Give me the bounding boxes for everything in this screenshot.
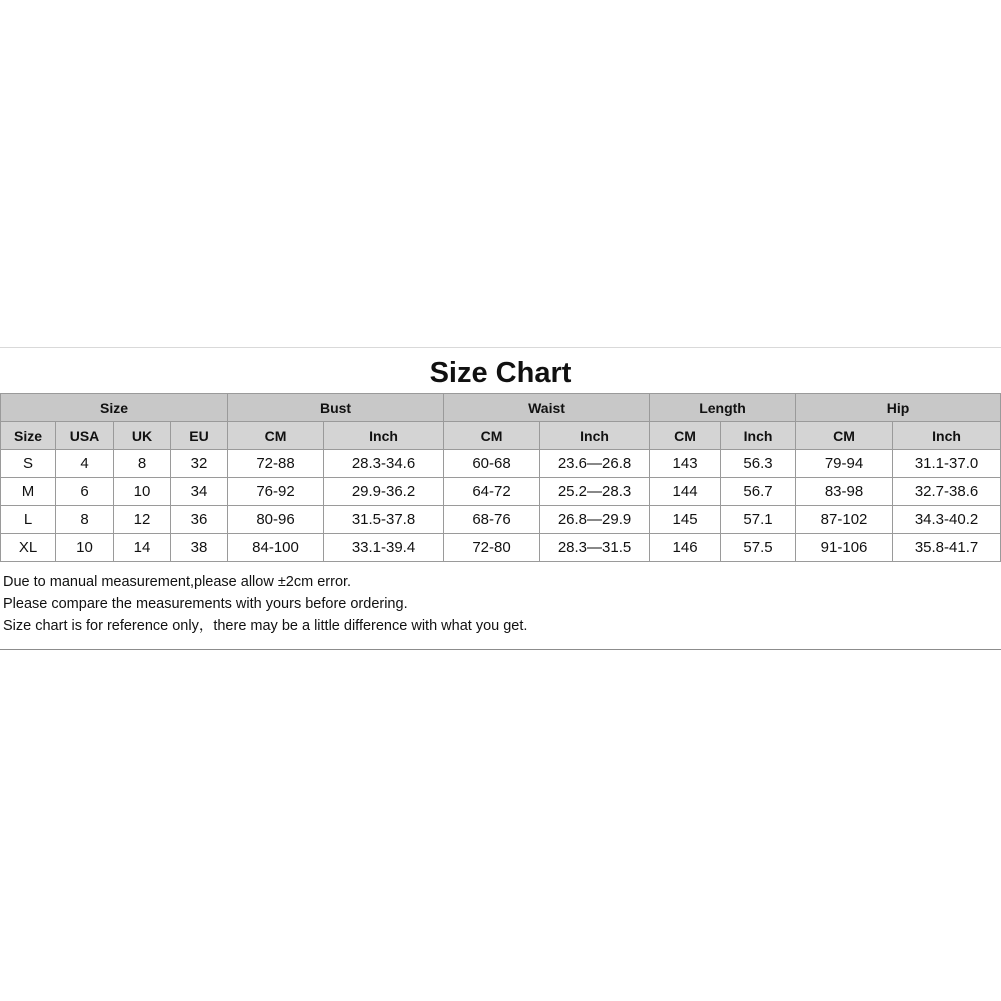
column-header-row (1, 422, 1001, 450)
table-cell: 8 (114, 450, 171, 478)
table-cell: 31.5-37.8 (324, 506, 444, 534)
table-cell: 33.1-39.4 (324, 534, 444, 562)
table-cell: M (1, 478, 56, 506)
table-cell: 57.5 (721, 534, 796, 562)
table-cell: 79-94 (796, 450, 893, 478)
table-cell: XL (1, 534, 56, 562)
table-cell: 84-100 (228, 534, 324, 562)
column-header: Inch (540, 422, 650, 450)
table-cell: 32.7-38.6 (893, 478, 1001, 506)
table-cell: S (1, 450, 56, 478)
table-row (1, 506, 1001, 534)
table-cell: 10 (114, 478, 171, 506)
table-row (1, 534, 1001, 562)
table-cell: 6 (56, 478, 114, 506)
table-cell: 28.3—31.5 (540, 534, 650, 562)
table-cell: 91-106 (796, 534, 893, 562)
table-cell: 28.3-34.6 (324, 450, 444, 478)
column-header: CM (228, 422, 324, 450)
column-header: Inch (721, 422, 796, 450)
table-cell: 87-102 (796, 506, 893, 534)
column-header: UK (114, 422, 171, 450)
note-measurement-error: Due to manual measurement,please allow ±2cm error. (3, 574, 352, 590)
table-row (1, 450, 1001, 478)
size-table (0, 393, 1001, 562)
table-cell: 10 (56, 534, 114, 562)
column-header: USA (56, 422, 114, 450)
table-cell: 31.1-37.0 (893, 450, 1001, 478)
group-header-length: Length (650, 394, 796, 422)
group-header-hip: Hip (796, 394, 1001, 422)
table-cell: 4 (56, 450, 114, 478)
table-cell: 34 (171, 478, 228, 506)
table-cell: 83-98 (796, 478, 893, 506)
table-cell: 32 (171, 450, 228, 478)
table-cell: 36 (171, 506, 228, 534)
table-row (1, 478, 1001, 506)
group-header-bust: Bust (228, 394, 444, 422)
table-cell: 12 (114, 506, 171, 534)
column-header: EU (171, 422, 228, 450)
table-cell: 144 (650, 478, 721, 506)
column-header: CM (444, 422, 540, 450)
table-cell: 64-72 (444, 478, 540, 506)
table-cell: 34.3-40.2 (893, 506, 1001, 534)
table-cell: 80-96 (228, 506, 324, 534)
table-cell: 56.7 (721, 478, 796, 506)
table-cell: 76-92 (228, 478, 324, 506)
table-cell: 14 (114, 534, 171, 562)
table-cell: 72-80 (444, 534, 540, 562)
column-header: CM (650, 422, 721, 450)
table-cell: 56.3 (721, 450, 796, 478)
group-header-row (1, 394, 1001, 422)
table-cell: 29.9-36.2 (324, 478, 444, 506)
column-header: Inch (893, 422, 1001, 450)
notes (0, 562, 1001, 650)
group-header-waist: Waist (444, 394, 650, 422)
chart-title: Size Chart (429, 357, 572, 389)
table-cell: 35.8-41.7 (893, 534, 1001, 562)
table-cell: 25.2—28.3 (540, 478, 650, 506)
note-reference: Size chart is for reference only，there may be a little difference with what you get. (3, 618, 528, 634)
table-cell: 38 (171, 534, 228, 562)
column-header: Inch (324, 422, 444, 450)
table-cell: L (1, 506, 56, 534)
table-cell: 8 (56, 506, 114, 534)
table-cell: 23.6—26.8 (540, 450, 650, 478)
table-cell: 68-76 (444, 506, 540, 534)
group-header-size: Size (1, 394, 228, 422)
column-header: Size (1, 422, 56, 450)
table-cell: 60-68 (444, 450, 540, 478)
size-chart (0, 347, 1001, 650)
note-compare: Please compare the measurements with yours before ordering. (3, 596, 408, 612)
table-cell: 72-88 (228, 450, 324, 478)
table-cell: 26.8—29.9 (540, 506, 650, 534)
table-cell: 146 (650, 534, 721, 562)
table-cell: 145 (650, 506, 721, 534)
table-cell: 143 (650, 450, 721, 478)
table-cell: 57.1 (721, 506, 796, 534)
column-header: CM (796, 422, 893, 450)
